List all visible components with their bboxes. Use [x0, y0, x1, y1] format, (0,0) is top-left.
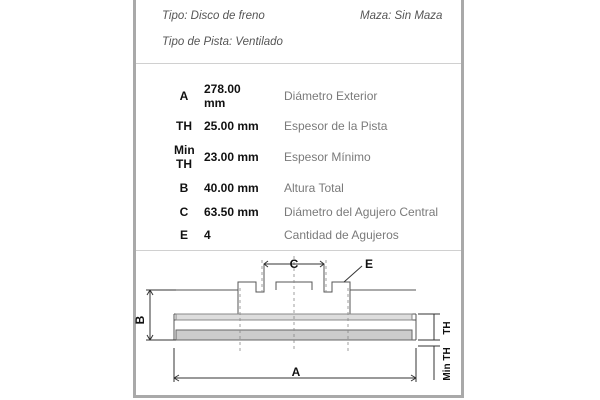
spec-value: 23.00 mm: [204, 150, 259, 164]
spec-row-th: [136, 119, 461, 141]
spec-code: C: [179, 205, 189, 219]
spec-value: 25.00 mm: [204, 119, 259, 133]
diagram-label-min-th: Min TH: [442, 347, 453, 381]
divider-top: [136, 63, 461, 64]
brake-disc-diagram: [133, 252, 461, 398]
spec-label: Altura Total: [284, 181, 344, 195]
spec-value: 4: [204, 228, 211, 242]
spec-row-e: [136, 228, 461, 250]
spec-label: Diámetro del Agujero Central: [284, 205, 439, 219]
spec-label: Diámetro Exterior: [284, 89, 378, 103]
spec-value: 63.50 mm: [204, 205, 259, 219]
spec-label: Cantidad de Agujeros: [284, 228, 399, 242]
diagram-label-th: TH: [442, 321, 453, 335]
diagram-label-b: B: [133, 315, 147, 325]
spec-value: 40.00 mm: [204, 181, 259, 195]
divider-bottom: [136, 250, 461, 251]
spec-label: Espesor de la Pista: [284, 119, 388, 133]
spec-code: E: [179, 228, 188, 242]
spec-row-b: [136, 181, 461, 203]
spec-row-min-th: [136, 143, 461, 173]
spec-code: TH: [176, 119, 192, 133]
spec-code: B: [179, 181, 189, 195]
spec-card: [133, 0, 464, 398]
spec-row-c: [136, 205, 461, 227]
hub-type: Maza: Sin Maza: [360, 10, 443, 22]
diagram-label-a: A: [291, 365, 301, 379]
diagram-label-c: C: [289, 257, 299, 271]
track-type: Tipo de Pista: Ventilado: [162, 36, 283, 48]
spec-code: A: [179, 89, 189, 103]
diagram-label-e: E: [365, 257, 374, 271]
spec-code: Min TH: [174, 143, 195, 171]
spec-value: 278.00 mm: [204, 82, 241, 110]
disc-type: Tipo: Disco de freno: [162, 10, 265, 22]
spec-label: Espesor Mínimo: [284, 150, 371, 164]
spec-row-a: [136, 82, 461, 112]
